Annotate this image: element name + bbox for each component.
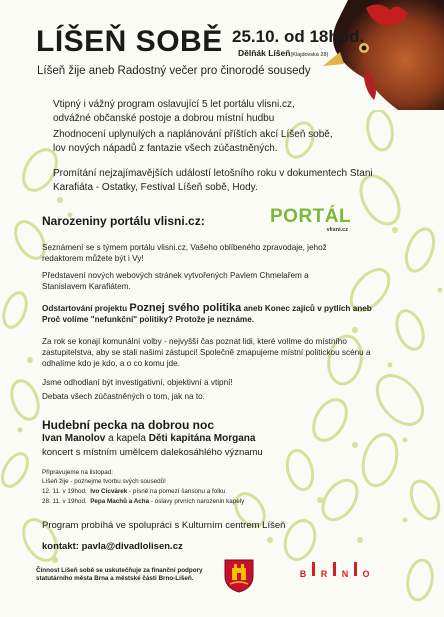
music-lineup (42, 433, 255, 444)
venue-address: (Klajdovská 28) (290, 52, 329, 58)
portal-paragraph-2: Představení nových webových stránek vytvořených Pavlem Chmelařem a Stanislavem Karafiátem. (42, 271, 309, 291)
intro-paragraph-3: Promítání nejzajímavějších událostí letošního roku v dokumentech Stani Karafiáta - Ostatky, Festival Líšeň sobě, Hody. (53, 168, 373, 193)
event-subtitle: Líšeň žije aneb Radostný večer pro činorodé sousedy (37, 65, 311, 77)
event-date: 25.10. od 18hod. (232, 27, 365, 46)
music-connector: a kapela (105, 433, 149, 444)
portal-paragraph-3 (42, 303, 387, 325)
upcoming-event-1-date: 12. 11. v 19hod. (42, 488, 87, 495)
brno-logo (296, 562, 392, 586)
contact-label: kontakt: (42, 541, 82, 552)
event-venue (238, 48, 328, 58)
lisen-coat-of-arms-icon (222, 558, 256, 594)
brno-letter-r: R (320, 569, 328, 579)
brno-logo-bar (333, 562, 336, 576)
portal-logo-text: PORTÁL (270, 206, 352, 227)
upcoming-event-2-date: 28. 11. v 19hod. (42, 498, 87, 505)
portal-paragraph-5: Jsme odhodlaní být investigativní, objektivní a vtipní! (42, 378, 233, 387)
event-title: LÍŠEŇ SOBĚ (36, 25, 223, 58)
portal-paragraph-4: Za rok se konají komunální volby - nejvyšší čas poznat lidi, které volíme do místního zastupitelstva, aby se stali našimi zástupci! Společně zmapujeme místní politickou scénu a odhalíme kdo je kdo, a o co komu jde. (42, 337, 371, 368)
project-launch-label: Odstartování projektu (42, 304, 130, 313)
project-name: Poznej svého politika (129, 302, 242, 314)
upcoming-label: Připravujeme na listopad: (42, 469, 114, 476)
contact-line (42, 541, 183, 552)
portal-logo-url: vlisni.cz (326, 227, 348, 233)
intro-paragraph-1: Vtipný i vážný program oslavující 5 let portálu vlisni.cz, odvážné občanské postoje a dobrou místní hudbu (53, 99, 295, 124)
upcoming-event-1 (42, 488, 225, 496)
brno-logo-bar (312, 562, 315, 576)
chicken-photo (318, 0, 444, 110)
upcoming-series: Líšeň žije - poznejme tvorbu svých sousedů! (42, 478, 166, 485)
upcoming-event-1-name: Ivo Cicvárek (90, 488, 128, 495)
brno-logo-bar (354, 562, 357, 576)
brno-letter-n: N (341, 569, 349, 579)
brno-letter-o: O (362, 569, 370, 579)
portal-paragraph-6: Debata všech zúčastněných o tom, jak na to. (42, 392, 205, 401)
music-heading: Hudební pecka na dobrou noc (42, 418, 215, 432)
portal-heading: Narozeniny portálu vlisni.cz: (42, 214, 205, 228)
upcoming-event-1-desc: - písně na pomezí šansonu a folku (127, 488, 226, 495)
project-tagline: aneb Konec zajíců v pytlích aneb Proč volíme "nefunkční" politiky? Protože je neznáme. (42, 304, 372, 324)
cooperation-note: Program probíhá ve spolupráci s Kulturním centrem Líšeň (42, 520, 286, 531)
upcoming-event-2-desc: - oslavy prvních narozenin kapely (149, 498, 245, 505)
music-band: Děti kapitána Morgana (148, 433, 256, 444)
venue-name: Dělňák Líšeň (238, 48, 291, 58)
brno-letter-b: B (299, 569, 307, 579)
upcoming-event-2-name: Pepa Machů a Acha (90, 498, 150, 505)
music-artist: Ivan Manolov (42, 433, 106, 444)
portal-logo (270, 207, 354, 237)
funding-note: Činnost Líšeň sobě se uskutečňuje za finanční podpory statutárního města Brna a městské části Brno-Líšeň. (36, 567, 203, 582)
portal-paragraph-1: Seznámení se s týmem portálu vlisni.cz, Vašeho oblíbeného zpravodaje, jehož redaktorem můžete být i Vy! (42, 243, 327, 263)
contact-email[interactable]: pavla@divadlolisen.cz (81, 541, 183, 552)
music-description: koncert s místním umělcem dalekosáhlého významu (42, 447, 263, 458)
intro-paragraph-2: Zhodnocení uplynulých a naplánování příštích akcí Líšeň sobě, lov nových nápadů z fantazie všech zúčastněných. (53, 129, 333, 154)
upcoming-event-2 (42, 498, 244, 506)
